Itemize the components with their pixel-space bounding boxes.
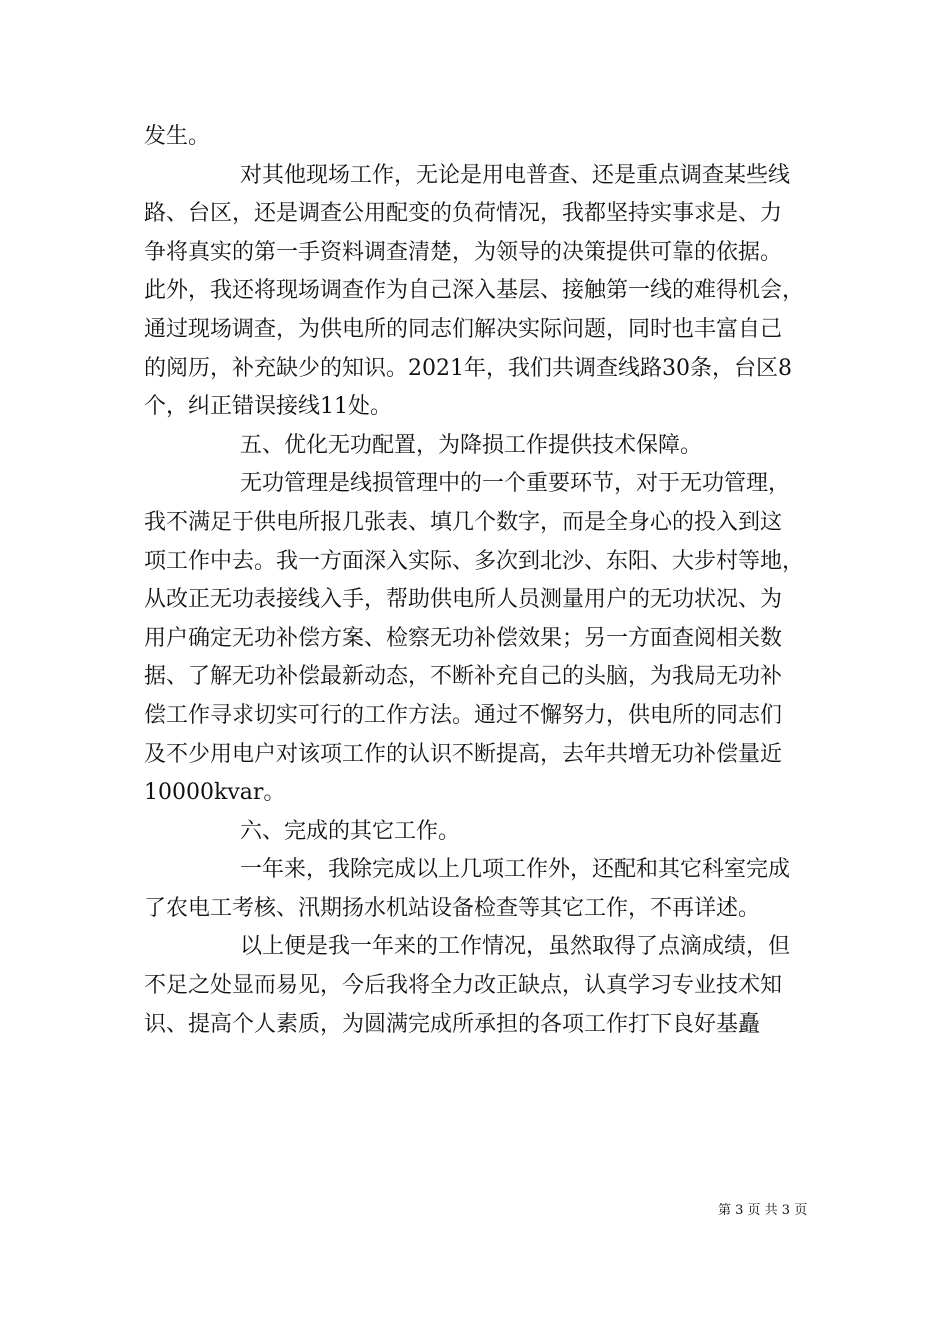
text-line: 从改正无功表接线入手，帮助供电所人员测量用户的无功状况、为 bbox=[144, 587, 783, 613]
section-heading: 五、优化无功配置，为降损工作提供技术保障。 bbox=[240, 432, 703, 458]
text-line: 及不少用电户对该项工作的认识不断提高，去年共增无功补偿量近 bbox=[144, 741, 783, 767]
text-line: 发生。 bbox=[144, 124, 211, 149]
page-number: 第 3 页 共 3 页 bbox=[718, 1203, 808, 1218]
text-line: 据、了解无功补偿最新动态，不断补充自己的头脑，为我局无功补 bbox=[144, 664, 783, 690]
text-line: 此外，我还将现场调查作为自己深入基层、接触第一线的难得机会， bbox=[144, 278, 805, 304]
text-line: 我不满足于供电所报几张表、填几个数字，而是全身心的投入到这 bbox=[144, 509, 783, 535]
text-line: 路、台区，还是调查公用配变的负荷情况，我都坚持实事求是、力 bbox=[144, 201, 783, 227]
text-line: 对其他现场工作，无论是用电普查、还是重点调查某些线 bbox=[240, 162, 791, 188]
text-line: 争将真实的第一手资料调查清楚，为领导的决策提供可靠的依据。 bbox=[144, 239, 783, 265]
text-line: 无功管理是线损管理中的一个重要环节，对于无功管理， bbox=[240, 471, 791, 497]
text-line: 一年来，我除完成以上几项工作外，还配和其它科室完成 bbox=[240, 857, 791, 883]
text-line: 以上便是我一年来的工作情况，虽然取得了点滴成绩，但 bbox=[240, 934, 791, 960]
text-line: 用户确定无功补偿方案、检察无功补偿效果；另一方面查阅相关数 bbox=[144, 625, 783, 651]
text-line: 个，纠正错误接线11处。 bbox=[144, 394, 392, 420]
body-text bbox=[144, 118, 816, 1044]
text-line: 识、提高个人素质，为圆满完成所承担的各项工作打下良好基矗 bbox=[144, 1011, 761, 1037]
text-line: 通过现场调查，为供电所的同志们解决实际问题，同时也丰富自己 bbox=[144, 316, 783, 342]
text-line: 了农电工考核、汛期扬水机站设备检查等其它工作，不再详述。 bbox=[144, 895, 761, 921]
text-line: 偿工作寻求切实可行的工作方法。通过不懈努力，供电所的同志们 bbox=[144, 702, 783, 728]
text-line: 的阅历，补充缺少的知识。2021年，我们共调查线路30条，台区8 bbox=[144, 355, 792, 381]
text-line: 项工作中去。我一方面深入实际、多次到北沙、东阳、大步村等地， bbox=[144, 548, 805, 574]
text-line: 不足之处显而易见，今后我将全力改正缺点，认真学习专业技术知 bbox=[144, 973, 783, 999]
section-heading: 六、完成的其它工作。 bbox=[240, 818, 461, 844]
text-line: 10000kvar。 bbox=[144, 780, 286, 806]
